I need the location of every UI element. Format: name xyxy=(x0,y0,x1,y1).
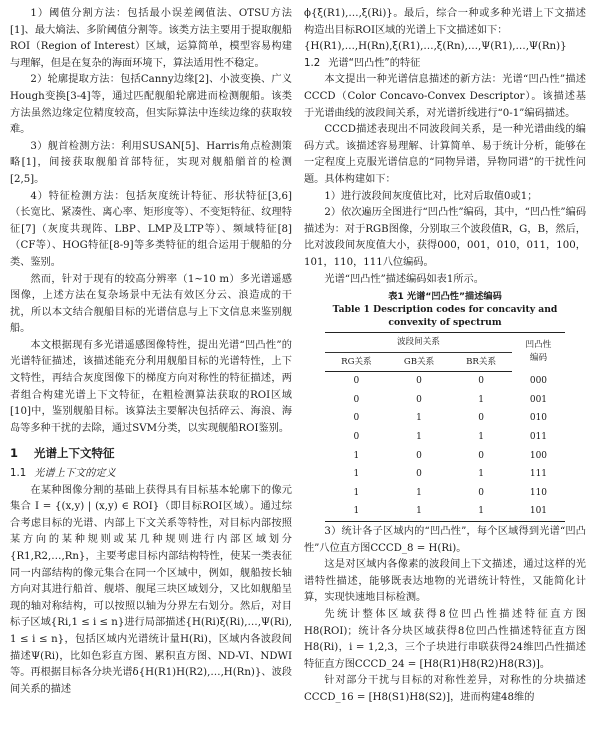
table-cell: 0 xyxy=(353,413,360,424)
table-caption-english-line1: Table 1 Description codes for concavity and xyxy=(332,304,558,316)
table-cell: 1 xyxy=(416,432,422,443)
section-title: 光谱上下文特征 xyxy=(34,446,115,461)
subsection-heading-1-2 xyxy=(304,56,586,73)
table-row xyxy=(325,391,565,410)
table-cell: 011 xyxy=(529,432,548,443)
table-row xyxy=(325,409,565,428)
table-row xyxy=(325,465,565,484)
table-cell: 000 xyxy=(529,376,548,387)
left-column xyxy=(10,6,292,698)
paragraph-table-ref: 光谱“凹凸性”描述编码如表1所示。 xyxy=(324,273,484,285)
paragraph-feature-detection: 4）特征检测方法：包括灰度统计特征、形状特征[3,6]（长宽比、紧凑性、离心率、矩形度等）、不变矩特征、纹理特征[7]（灰度共现阵、LBP、LMP及LTP等）、频域特征[8]（CF等）、HOG特征[8-9]等多类特征的组合运用于舰船的分类、鉴别。 xyxy=(10,190,292,268)
paragraph-cccd-intro: 本文提出一种光谱信息描述的新方法：光谱“凹凸性”描述CCCD（Color Concavo-Convex Descriptor）。该描述基于光谱曲线的波段间关系，对光谱折线进行“0-1”编码描述。 xyxy=(304,74,586,119)
table-cell: 1 xyxy=(353,450,360,461)
table-cell: 0 xyxy=(478,487,484,498)
table-row xyxy=(325,502,565,521)
table-cell: 1 xyxy=(416,413,422,424)
table-cell: 111 xyxy=(529,469,548,480)
paragraph-definition: 在某种图像分割的基础上获得具有目标基本轮廓下的像元集合 I = {(x,y) | (x,y) ∈ ROI}（即目标ROI区域）。通过综合考虑目标的光谱、内部上下文关系等特性，对目标内部按照某方向的某种规则或某几种规则进行内部区域划分{R1,R2,…,Rn}，主要考虑目标内部结构特性，使某一类表征同一内部结构的像元集合在同一个区域中，例如，舰船按长轴方向对其进行船首、舰塔、舰尾三块区域划分，又比如舰船呈现的轴对称结构，可以按照以轴为分界左右划分。然后，对目标子区域{Ri,1 ≤ i ≤ n}进行局部描述{H(Ri)ξ(Ri),…,Ψ(Ri), 1 ≤ i ≤ n}，包括区域内光谱统计量H(Ri)，区域内各波段间描述Ψ(Ri)，比如色彩直方图、累积直方图、ND-VI、NDWI等。再根据目标各分块光谱δ{H(R1)H(R2),…,H(Rn)}、波段间关系的描述 xyxy=(10,484,292,695)
col-header-br: BR关系 xyxy=(450,352,512,372)
table-cell: 001 xyxy=(529,394,548,405)
table-cell: 0 xyxy=(416,376,422,387)
band-relation-header: 波段间关系 xyxy=(325,333,512,353)
table-caption-chinese: 表1 光谱“凹凸性”描述编码 xyxy=(388,291,502,303)
code-header xyxy=(512,333,565,372)
right-column xyxy=(304,6,586,707)
paragraph-context-meaning: 这是对区域内各像素的波段间上下文描述，通过这样的光谱特性描述，能够既表达地物的光谱统计特性，又能简化计算，实现快速地目标检测。 xyxy=(304,559,586,604)
table-cell: 0 xyxy=(353,394,360,405)
table-cell: 0 xyxy=(353,376,360,387)
paragraph-step-2: 2）依次遍历全图进行“凹凸性”编码，其中，“凹凸性”编码描述为：对于RGB图像，分别取三个波段值R，G，B，然后，比对波段间灰度值大小，获得000，001，010，011，100，101，110，111八位编码。 xyxy=(304,207,587,268)
paragraph-threshold-methods: 1）阈值分割方法：包括最小误差阈值法、OTSU方法[1]、最大熵法、多阶阈值分割等。该类方法主要用于提取舰船ROI（Region of Interest）区域，运算简单，模型容易构建与理解，但是在复杂的海面环境下，算法适用性不稳定。 xyxy=(10,8,292,69)
table-row xyxy=(325,447,565,466)
code-header-line1: 凹凸性 xyxy=(525,340,552,351)
paragraph-step-3: 3）统计各子区域内的“凹凸性”，每个区域得到光谱“凹凸性”八位直方图CCCD_8 = H(Ri)。 xyxy=(304,526,586,554)
table-cell: 0 xyxy=(353,432,360,443)
subsection-title: 光谱上下文的定义 xyxy=(34,468,116,480)
table-cell: 101 xyxy=(512,502,565,521)
table-cell: 1 xyxy=(478,469,484,480)
section-heading-1 xyxy=(10,445,292,462)
paragraph-contour-methods: 2）轮廓提取方法：包括Canny边缘[2]、小波变换、广义Hough变换[3-4]等，通过匹配舰船轮廓进而检测舰船。该类方法虽然边缘定位精度较高，但实际算法中连续边缘的获取较难。 xyxy=(10,74,292,136)
table-cell: 0 xyxy=(478,413,484,424)
paragraph-however: 然而，针对于现有的较高分辨率（1~10 m）多光谱遥感图像，上述方法在复杂场景中无法有效区分云、浪造成的干扰，所以本文结合舰船目标的光谱信息与上下文信息来鉴别舰船。 xyxy=(10,273,292,335)
table-cell: 1 xyxy=(388,502,450,521)
table-cell: 110 xyxy=(529,487,548,498)
table-cell: 0 xyxy=(416,450,422,461)
table-cell: 1 xyxy=(478,432,484,443)
section-number: 1 xyxy=(10,446,19,461)
table-row xyxy=(325,428,565,447)
table-cell: 0 xyxy=(478,450,484,461)
subsection-title: 光谱“凹凸性”的特征 xyxy=(328,57,421,69)
subsection-number: 1.1 xyxy=(10,468,27,480)
paragraph-continuation: ϕ{ξ(R1),…,ξ(Ri)}。最后，综合一种或多种光谱上下文描述构造出目标ROI区域的光谱上下文描述如下： xyxy=(304,8,586,36)
table-row xyxy=(325,484,565,503)
paragraph-cccd-properties: CCCD描述表现出不同波段间关系，是一种光谱曲线的编码方式。该描述容易理解、计算简单、易于统计分析，能够在一定程度上克服光谱信息的“同物异谱，异物同谱”的干扰性问题。具体构建如下： xyxy=(304,124,586,185)
table-cell: 1 xyxy=(353,487,360,498)
col-header-rg: RG关系 xyxy=(325,352,388,372)
formula-context-descriptor: {H(R1),…,H(Rn),ξ(R1),…,ξ(Rn),…,Ψ(R1),…,Ψ(Rn)} xyxy=(304,41,567,53)
table-cell: 100 xyxy=(529,450,548,461)
paragraph-step-1: 1）进行波段间灰度值比对，比对后取值0或1； xyxy=(324,190,538,202)
codes-table xyxy=(325,332,565,522)
table-cell: 1 xyxy=(478,394,484,405)
table-cell: 1 xyxy=(416,487,422,498)
paragraph-histogram: 先统计整体区域获得8位凹凸性描述特征直方图H8(ROI)；统计各分块区域获得8位凹凸性描述特征直方图H8(Ri)，i = 1,2,3，三个子块进行串联获得24维凹凸性描述特征直方图CCCD_24 = [H8(R1)H8(R2)H8(R3)]。 xyxy=(304,609,586,670)
paragraph-proposal: 本文根据现有多光谱遥感图像特性，提出光谱“凹凸性”的光谱特征描述，该描述能充分利用舰船目标的光谱特性，上下文特性，再结合灰度图像下的梯度方向对称性的特征描述，两者组合构建光谱上下文特征，在粗检测算法获取的ROI区域[10]中，鉴别舰船目标。该算法主要解决包括碎云、海浪、海岛等多种干扰的去除，通过SVM分类，以实现舰船ROI鉴别。 xyxy=(10,339,292,434)
table-cell: 0 xyxy=(478,376,484,387)
subsection-heading-1-1 xyxy=(10,466,292,483)
code-header-line2: 编码 xyxy=(529,353,548,364)
table-cell: 0 xyxy=(416,469,422,480)
table-cell: 1 xyxy=(450,502,512,521)
table-cell: 1 xyxy=(325,502,388,521)
codes-table-body xyxy=(325,372,565,522)
table-cell: 010 xyxy=(529,413,548,424)
table-cell: 0 xyxy=(416,394,422,405)
col-header-gb: GB关系 xyxy=(388,352,450,372)
paragraph-bow-detection: 3）舰首检测方法：利用SUSAN[5]、Harris角点检测策略[1]，间接获取舰船首部特征，实现对舰船艏首的检测[2,5]。 xyxy=(10,140,292,185)
table-row xyxy=(325,372,565,391)
subsection-number: 1.2 xyxy=(304,57,321,69)
table-caption-english-line2: convexity of spectrum xyxy=(388,316,502,328)
table-cell: 1 xyxy=(353,469,360,480)
paragraph-symmetry: 针对部分干扰与目标的对称性差异，对称性的分块描述CCCD_16 = [H8(S1)H8(S2)]，进而构建48维的 xyxy=(304,675,586,703)
